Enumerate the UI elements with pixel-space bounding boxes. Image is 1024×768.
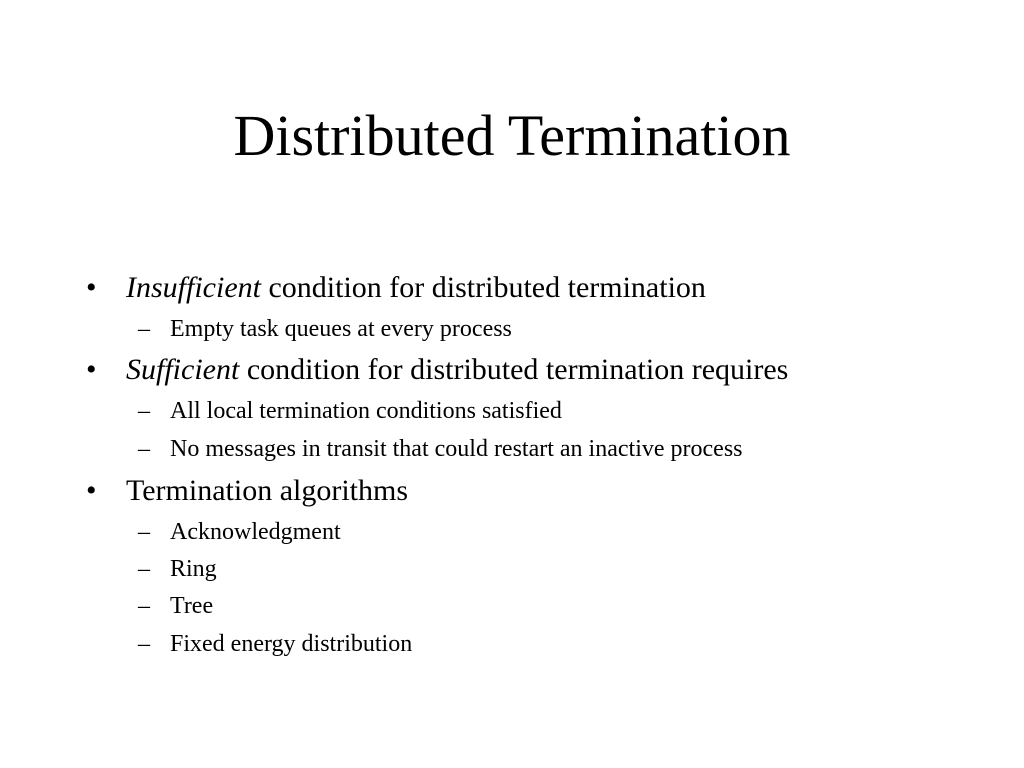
slide-title: Distributed Termination xyxy=(233,103,791,168)
bullet-body: condition for distributed termination requires xyxy=(239,353,789,386)
sub-marker: – xyxy=(138,631,150,657)
sub-marker: – xyxy=(138,556,150,582)
bullet-text xyxy=(126,473,408,509)
sub-marker: – xyxy=(138,398,150,424)
sub-marker: – xyxy=(138,593,150,619)
bullet-body: Termination algorithms xyxy=(126,474,409,507)
bullet-emphasis: Sufficient xyxy=(126,353,240,386)
sub-text: Ring xyxy=(170,556,217,582)
sub-text: Empty task queues at every process xyxy=(170,316,512,342)
sub-marker: – xyxy=(138,316,150,342)
sub-marker: – xyxy=(138,436,150,462)
bullet-body: condition for distributed termination xyxy=(260,271,706,304)
bullet-emphasis: Insufficient xyxy=(126,271,261,304)
sub-text: Fixed energy distribution xyxy=(170,631,413,657)
bullet-text xyxy=(126,270,706,306)
bullet-marker: • xyxy=(86,474,97,507)
bullet-marker: • xyxy=(86,271,97,304)
sub-text: No messages in transit that could restart an inactive process xyxy=(170,436,743,462)
sub-text: Acknowledgment xyxy=(170,519,341,545)
sub-text: All local termination conditions satisfied xyxy=(170,398,562,424)
sub-text: Tree xyxy=(170,593,214,619)
sub-marker: – xyxy=(138,519,150,545)
bullet-marker: • xyxy=(86,353,97,386)
bullet-text xyxy=(126,352,788,388)
